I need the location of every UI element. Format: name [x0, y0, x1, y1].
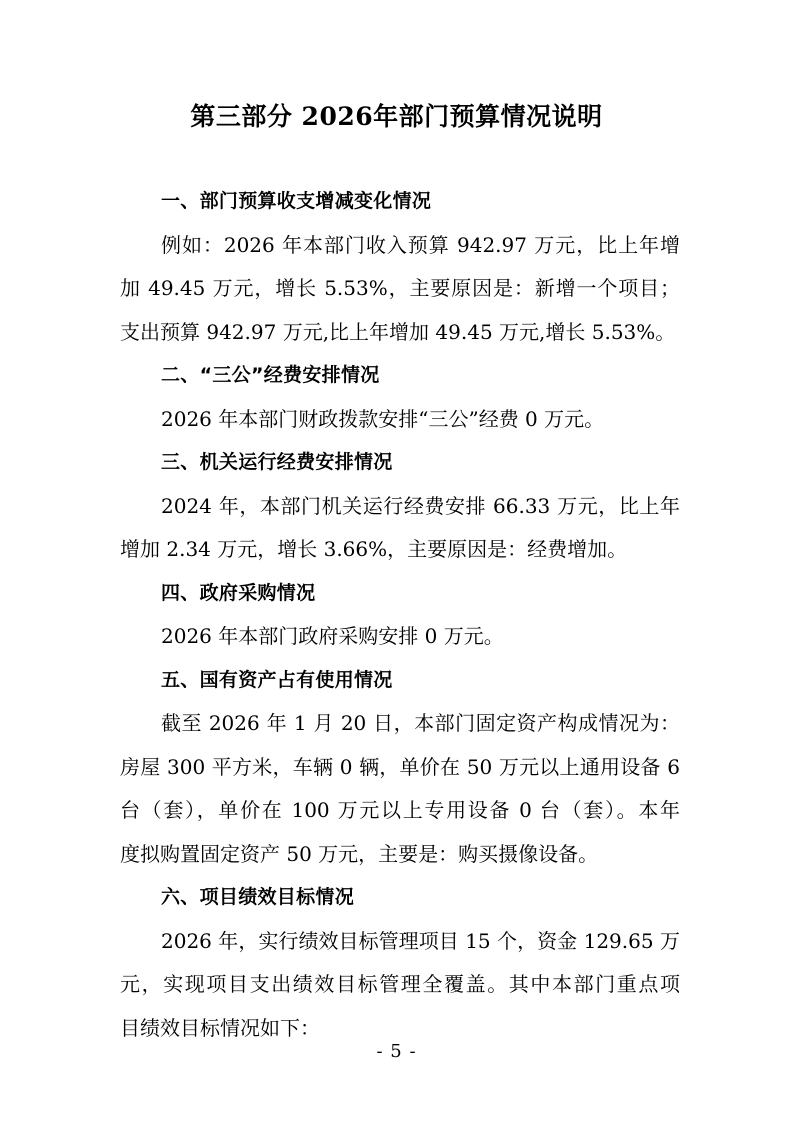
section-heading: 二、“三公”经费安排情况 [161, 364, 380, 386]
paragraph-line: 例如：2026 年本部门收入预算 942.97 万元，比上年增 [161, 232, 680, 257]
paragraph-line: 台（套），单价在 100 万元以上专用设备 0 台（套）。本年 [120, 798, 680, 822]
document-body [120, 180, 680, 1050]
section-heading: 一、部门预算收支增减变化情况 [161, 190, 432, 212]
paragraph-line: 加 49.45 万元，增长 5.53%，主要原因是：新增一个项目； [120, 276, 680, 300]
paragraph-line: 2024 年，本部门机关运行经费安排 66.33 万元，比上年 [161, 493, 680, 518]
paragraph-line: 房屋 300 平方米，车辆 0 辆，单价在 50 万元以上通用设备 6 [120, 754, 680, 779]
paragraph-line: 度拟购置固定资产 50 万元，主要是：购买摄像设备。 [120, 841, 599, 866]
section-heading: 三、机关运行经费安排情况 [161, 451, 393, 473]
page-number: - 5 - [376, 1041, 417, 1062]
paragraph-line: 截至 2026 年 1 月 20 日，本部门固定资产构成情况为： [161, 711, 680, 735]
paragraph-line: 2026 年本部门财政拨款安排“三公”经费 0 万元。 [161, 406, 605, 431]
section-heading: 六、项目绩效目标情况 [161, 886, 355, 908]
page-title: 第三部分 2026年部门预算情况说明 [190, 102, 603, 131]
section-heading: 四、政府采购情况 [161, 581, 316, 604]
paragraph-line: 增加 2.34 万元，增长 3.66%，主要原因是：经费增加。 [120, 537, 628, 561]
paragraph-line: 2026 年，实行绩效目标管理项目 15 个，资金 129.65 万 [161, 928, 680, 953]
paragraph-line: 支出预算 942.97 万元,比上年增加 49.45 万元,增长 5.53%。 [120, 319, 676, 344]
paragraph-line: 2026 年本部门政府采购安排 0 万元。 [161, 624, 504, 648]
paragraph-line: 元，实现项目支出绩效目标管理全覆盖。其中本部门重点项 [120, 972, 680, 996]
paragraph-line: 目绩效目标情况如下： [120, 1015, 320, 1040]
section-heading: 五、国有资产占有使用情况 [161, 668, 393, 691]
